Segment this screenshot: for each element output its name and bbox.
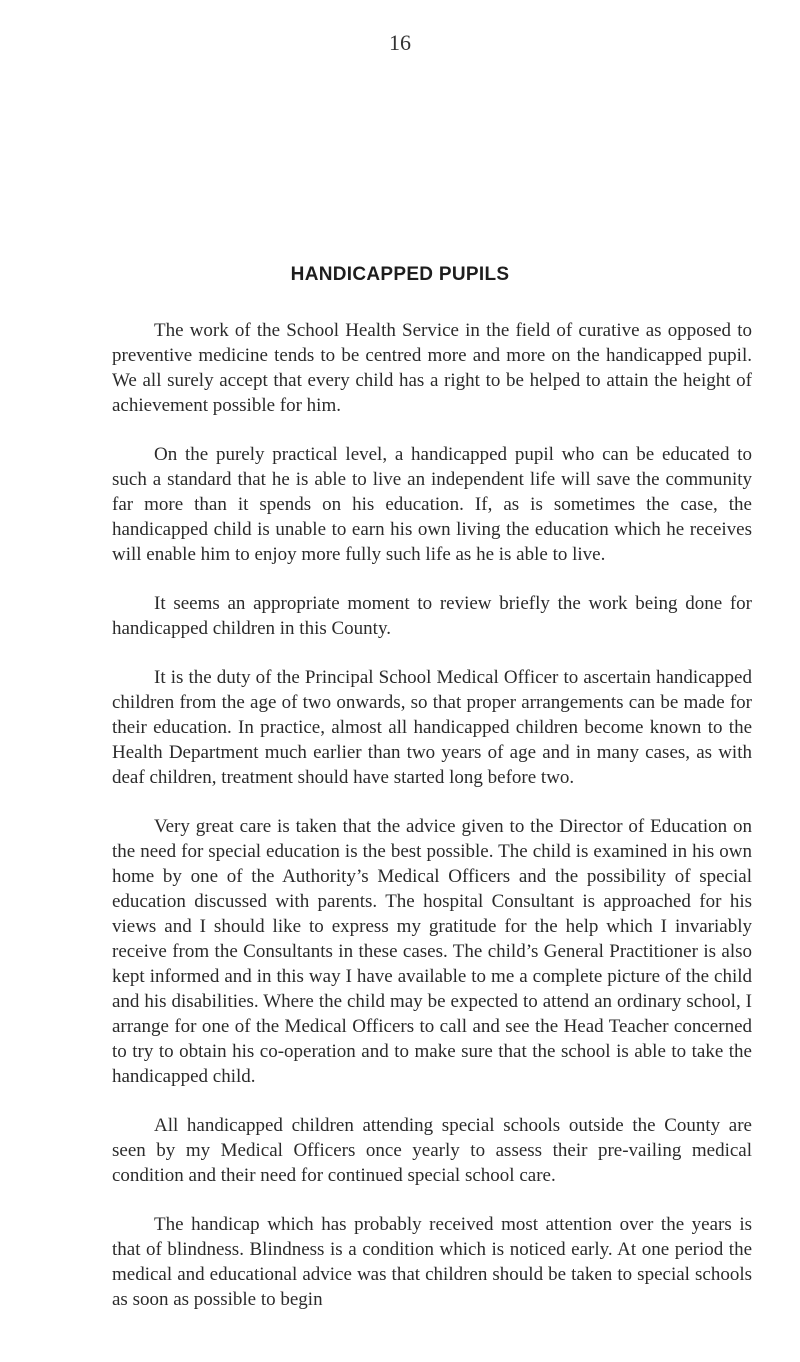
section-heading: HANDICAPPED PUPILS xyxy=(290,264,510,285)
paragraph-6: All handicapped children attending special schools outside the County are seen by my Medical Officers once yearly to assess their pre-vailing medical condition and their need for continued special school care. xyxy=(112,1115,752,1186)
paragraph-3: It seems an appropriate moment to review briefly the work being done for handicapped children in this County. xyxy=(112,593,752,639)
body-text xyxy=(112,318,752,1312)
page-number: 16 xyxy=(389,30,411,55)
paragraph-5: Very great care is taken that the advice given to the Director of Education on the need for special education is the best possible. The child is examined in his own home by one of the Authority’s Medical Officers and the possibility of special education discussed with parents. The hospital Consultant is approached for his views and I should like to express my gratitude for the help which I invariably receive from the Consultants in these cases. The child’s General Practitioner is also kept informed and in this way I have available to me a complete picture of the child and his disabilities. Where the child may be expected to attend an ordinary school, I arrange for one of the Medical Officers to call and see the Head Teacher concerned to try to obtain his co-operation and to make sure that the school is able to take the handicapped child. xyxy=(112,816,752,1087)
paragraph-2: On the purely practical level, a handicapped pupil who can be educated to such a standard that he is able to live an independent life will save the community far more than it spends on his education. If, as is sometimes the case, the handicapped child is unable to earn his own living the education which he receives will enable him to enjoy more fully such life as he is able to live. xyxy=(112,444,752,565)
paragraph-1: The work of the School Health Service in the field of curative as opposed to preventive medicine tends to be centred more and more on the handicapped pupil. We all surely accept that every child has a right to be helped to attain the height of achievement possible for him. xyxy=(112,320,752,416)
paragraph-7: The handicap which has probably received most attention over the years is that of blindness. Blindness is a condition which is noticed early. At one period the medical and educational advice was that children should be taken to special schools as soon as possible to begin xyxy=(112,1214,752,1310)
paragraph-4: It is the duty of the Principal School Medical Officer to ascertain handicapped children from the age of two onwards, so that proper arrangements can be made for their education. In practice, almost all handicapped children become known to the Health Department much earlier than two years of age and in many cases, as with deaf children, treatment should have started long before two. xyxy=(112,667,752,788)
